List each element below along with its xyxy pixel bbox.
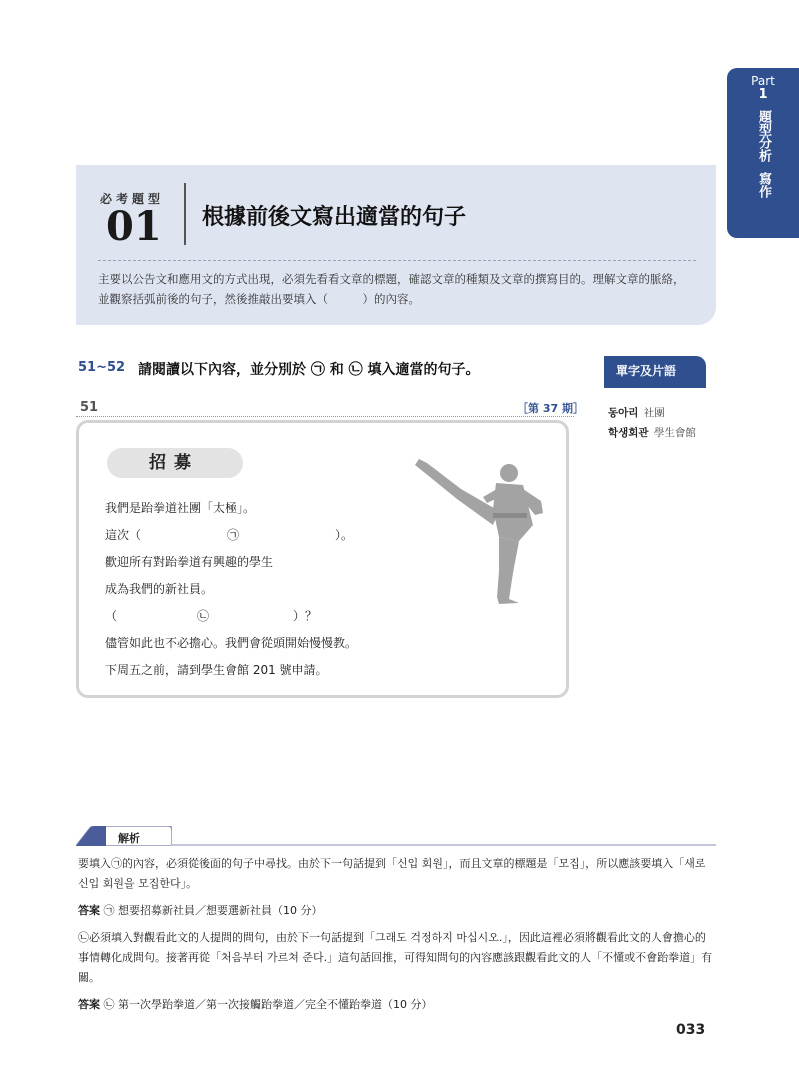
analysis-paragraph: ㉡必須填入對觀看此文的人提問的問句，由於下一句話提到「그래도 걱정하지 마십시오.」，因此這裡必須將觀看此文的人會擔心的事情轉化成問句。接著再從「처음부터 가르쳐 준다.」這句話回推，可得知問句的內容應該跟觀看此文的人「不懂或不會跆拳道」有關。 xyxy=(78,931,713,984)
blank-marker-1: ㉠ xyxy=(227,528,240,542)
answer-label: 答案 xyxy=(78,998,100,1011)
part-number: 1 xyxy=(758,87,768,102)
topic-label: 必考題型 xyxy=(100,192,165,206)
header-divider xyxy=(184,183,186,245)
vocab-chinese: 學生會館 xyxy=(653,427,696,439)
notice-title: 招募 xyxy=(107,448,243,478)
notice-line: 歡迎所有對跆拳道有興趣的學生 xyxy=(105,555,274,569)
analysis-paragraph: 要填入㉠的內容，必須從後面的句子中尋找。由於下一句話提到「신입 회원」，而且文章的標題是「모집」，所以應該要填入「새로 신입 회원을 모집한다」。 xyxy=(78,857,706,890)
vocab-korean: 학생회관 xyxy=(608,427,649,439)
notice-line-blank-1: 這次（ ㉠ ）。 xyxy=(105,528,354,542)
question-instruction: 請閱讀以下內容，並分別於 ㉠ 和 ㉡ 填入適當的句子。 xyxy=(138,362,480,378)
vocab-item xyxy=(608,423,696,443)
notice-text xyxy=(105,495,357,684)
notice-line: 我們是跆拳道社團「太極」。 xyxy=(105,501,256,515)
topic-number: 01 xyxy=(106,203,162,250)
blank-marker-2: ㉡ xyxy=(197,609,210,623)
answer-text: ㉠ 想要招募新社員／想要選新社員（10 分） xyxy=(103,904,323,917)
vocab-korean: 동아리 xyxy=(608,407,639,419)
answer-line xyxy=(78,901,714,921)
vocab-list xyxy=(608,403,696,443)
chapter-side-tab xyxy=(727,68,799,238)
subsection-label: 寫作 xyxy=(756,172,771,198)
answer-line xyxy=(78,995,714,1015)
analysis-body xyxy=(78,854,714,1022)
notice-line: 成為我們的新社員。 xyxy=(105,582,214,596)
notice-line: 儘管如此也不必擔心。我們會從頭開始慢慢教。 xyxy=(105,636,358,650)
vocab-item xyxy=(608,403,696,423)
header-dashed-line xyxy=(98,260,696,261)
page-number: 033 xyxy=(676,1022,706,1038)
problem-number: 51 xyxy=(80,400,99,415)
topic-title: 根據前後文寫出適當的句子 xyxy=(202,205,467,230)
taekwondo-kick-illustration xyxy=(401,453,551,605)
analysis-header xyxy=(76,826,716,850)
vocab-title: 單字及片語 xyxy=(604,356,706,386)
notice-box xyxy=(76,420,569,698)
exam-issue: ［第 37 期］ xyxy=(517,402,584,415)
section-label: 題型分析 xyxy=(756,110,771,162)
description-line: 並觀察括弧前後的句子，然後推敲出要填入（ ）的內容。 xyxy=(98,292,420,306)
answer-label: 答案 xyxy=(78,904,100,917)
vocab-chinese: 社團 xyxy=(643,407,665,419)
topic-header xyxy=(76,165,716,325)
description-line: 主要以公告文和應用文的方式出現，必須先看看文章的標題，確認文章的種類及文章的撰寫目的。理解文章的脈絡， xyxy=(98,272,685,286)
notice-line: 下周五之前，請到學生會館 201 號申請。 xyxy=(105,663,328,677)
analysis-label: 解析 xyxy=(118,832,140,845)
topic-description xyxy=(98,269,708,309)
question-range: 51~52 xyxy=(78,360,126,375)
analysis-rule xyxy=(170,844,716,846)
notice-line-blank-2: （ ㉡ ）？ xyxy=(105,609,318,623)
part-label: Part xyxy=(751,74,775,88)
answer-text: ㉡ 第一次學跆拳道／第一次接觸跆拳道／完全不懂跆拳道（10 分） xyxy=(103,998,433,1011)
problem-rule xyxy=(76,416,574,417)
